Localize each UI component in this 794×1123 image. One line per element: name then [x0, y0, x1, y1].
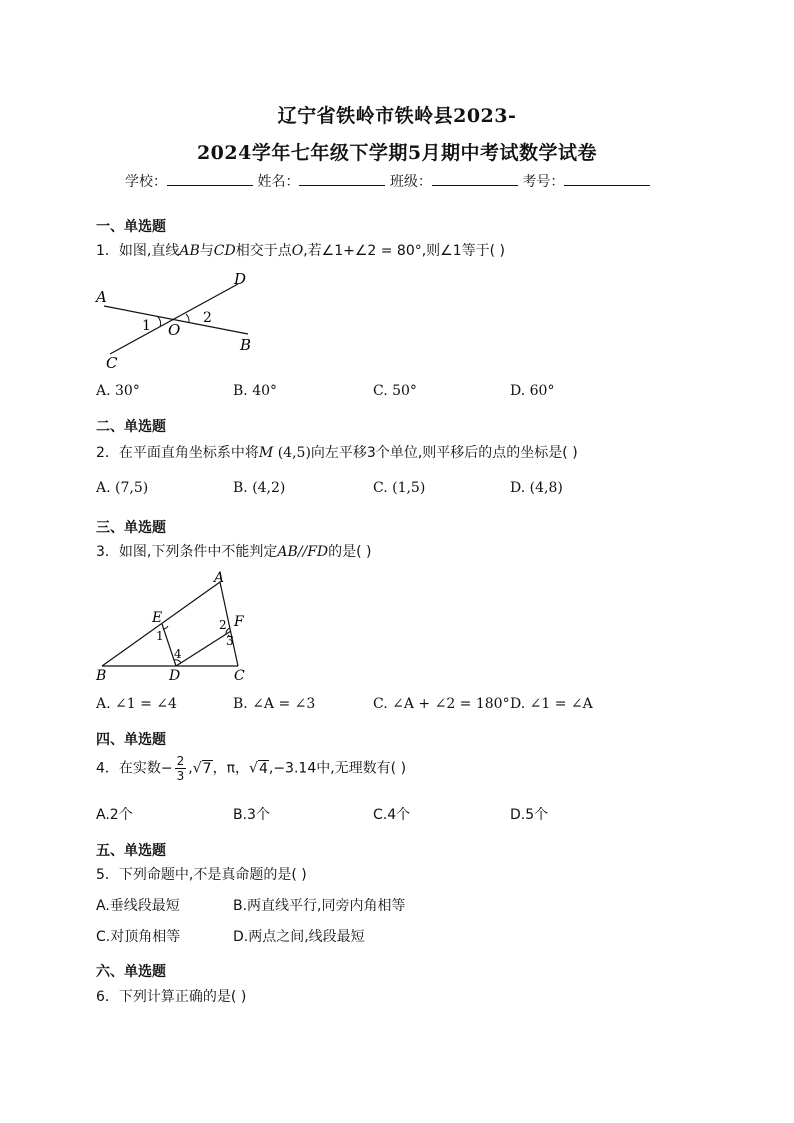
- angle-2-label: 2: [219, 618, 227, 632]
- q4-option-c[interactable]: C.4个: [373, 807, 411, 823]
- label-D: D: [169, 668, 181, 684]
- q5-option-a[interactable]: A.垂线段最短: [96, 898, 180, 914]
- class-label: 班级：: [389, 174, 432, 190]
- q2-option-c[interactable]: C. (1,5): [373, 480, 426, 496]
- angle-4-label: 4: [174, 647, 182, 661]
- school-label: 学校：: [125, 174, 167, 190]
- label-A: A: [214, 570, 225, 586]
- q1-option-b[interactable]: B. 40°: [233, 383, 278, 399]
- question-5-text: 5．下列命题中,不是真命题的是( ): [96, 867, 307, 883]
- question-2-text: 2．在平面直角坐标系中将M (4,5)向左平移3个单位,则平移后的点的坐标是( ): [96, 445, 578, 461]
- q5-option-b[interactable]: B.两直线平行,同旁内角相等: [233, 898, 406, 914]
- school-blank[interactable]: [167, 171, 253, 186]
- question-1-figure: [88, 262, 268, 372]
- question-3-text: 3．如图,下列条件中不能判定AB//FD的是( ): [96, 544, 372, 560]
- label-C: C: [106, 354, 118, 372]
- angle-1-label: 1: [156, 629, 164, 643]
- section-title: 六、单选题: [96, 964, 166, 980]
- q2-option-a[interactable]: A. (7,5): [96, 480, 149, 496]
- angle-3-label: 3: [226, 634, 234, 648]
- student-info-row: [125, 171, 650, 191]
- q4-option-b[interactable]: B.3个: [233, 807, 270, 823]
- class-blank[interactable]: [432, 171, 518, 186]
- exam-title-line2: 2024学年七年级下学期5月期中考试数学试卷: [196, 142, 598, 164]
- q4-option-a[interactable]: A.2个: [96, 807, 133, 823]
- q3-option-b[interactable]: B. ∠A = ∠3: [233, 696, 316, 712]
- label-E: E: [152, 610, 163, 626]
- label-C: C: [234, 668, 245, 684]
- name-label: 姓名：: [257, 174, 300, 190]
- q1-option-d[interactable]: D. 60°: [510, 383, 555, 399]
- label-O: O: [168, 321, 181, 339]
- q1-option-c[interactable]: C. 50°: [373, 383, 417, 399]
- q3-option-a[interactable]: A. ∠1 = ∠4: [96, 696, 177, 712]
- question-1-text: 1．如图,直线AB与CD相交于点O,若∠1+∠2 = 80°,则∠1等于( ): [96, 243, 506, 259]
- label-A: A: [96, 288, 107, 306]
- label-F: F: [234, 614, 244, 630]
- section-title: 一、单选题: [96, 219, 166, 235]
- section-title: 四、单选题: [96, 732, 166, 748]
- section-title: 二、单选题: [96, 419, 166, 435]
- label-D: D: [234, 270, 247, 288]
- section-title: 三、单选题: [96, 520, 166, 536]
- angle-1-label: 1: [142, 318, 151, 334]
- label-B: B: [240, 336, 252, 354]
- q5-option-d[interactable]: D.两点之间,线段最短: [233, 929, 365, 945]
- q1-option-a[interactable]: A. 30°: [96, 383, 140, 399]
- exam-number-label: 考号：: [522, 174, 565, 190]
- angle-2-label: 2: [203, 310, 212, 326]
- exam-title-line1: 辽宁省铁岭市铁岭县2023-: [277, 105, 517, 127]
- question-6-text: 6．下列计算正确的是( ): [96, 989, 247, 1005]
- question-3-figure: [88, 568, 268, 686]
- q3-option-c[interactable]: C. ∠A + ∠2 = 180°: [373, 696, 510, 712]
- q4-option-d[interactable]: D.5个: [510, 807, 549, 823]
- name-blank[interactable]: [299, 171, 385, 186]
- label-B: B: [96, 668, 107, 684]
- fraction: $\frac{2}{3}$: [176, 754, 185, 783]
- q2-option-d[interactable]: D. (4,8): [510, 480, 563, 496]
- q3-option-d[interactable]: D. ∠1 = ∠A: [510, 696, 593, 712]
- question-4-text: 4．在实数− $\frac{2}{3}$ ,√7，π，√4,−3.14中,无理数有( ): [96, 754, 407, 783]
- section-title: 五、单选题: [96, 843, 166, 859]
- q5-option-c[interactable]: C.对顶角相等: [96, 929, 181, 945]
- q2-option-b[interactable]: B. (4,2): [233, 480, 286, 496]
- exam-number-blank[interactable]: [564, 171, 650, 186]
